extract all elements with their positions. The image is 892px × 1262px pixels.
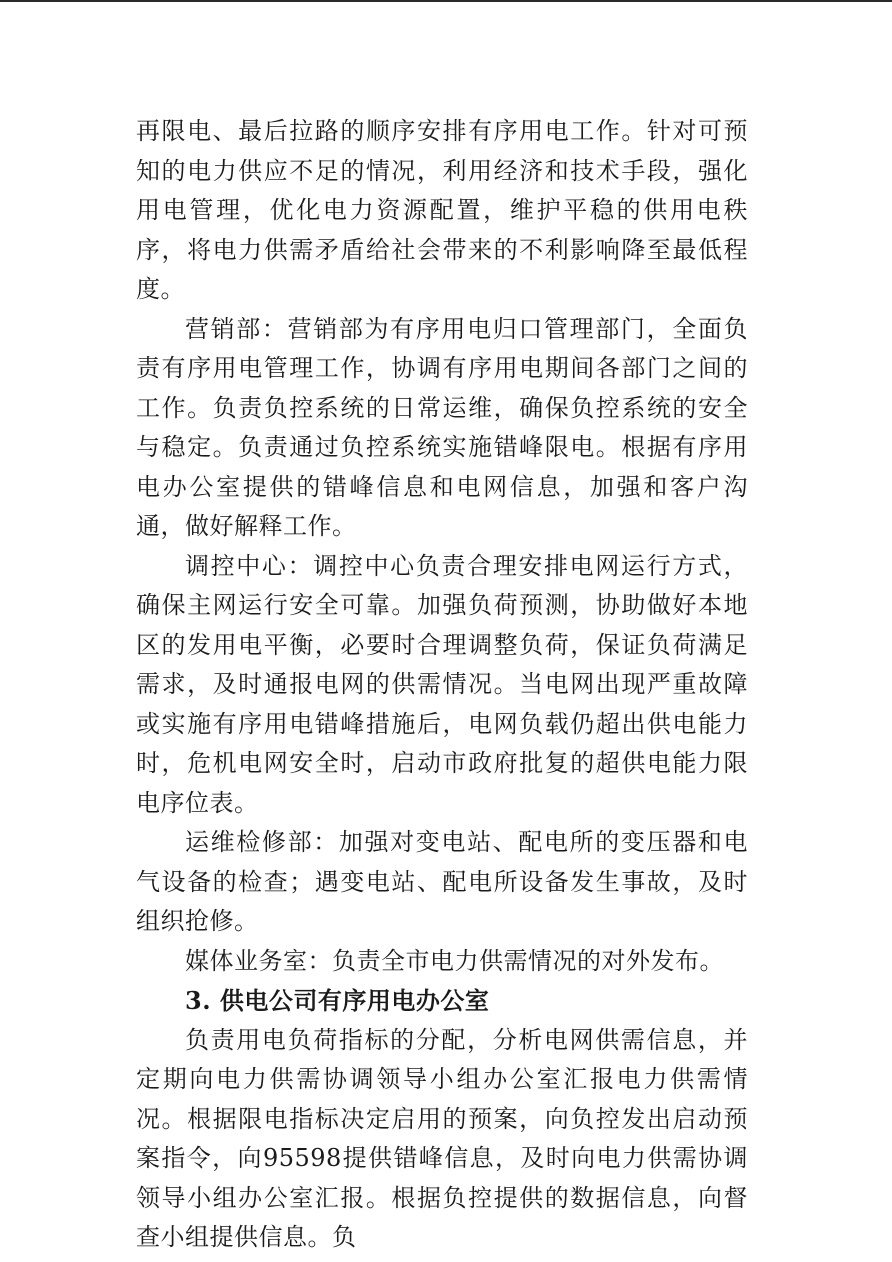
paragraph-dispatch-control-center: 调控中心：调控中心负责合理安排电网运行方式，确保主网运行安全可靠。加强负荷预测，协助做好本地区的发用电平衡，必要时合理调整负荷，保证负荷满足需求，及时通报电网的供需情况。当电网出现严重故障或实施有序用电错峰措施后，电网负载仍超出供电能力时，危机电网安全时，启动市政府批复的超供电能力限电序位表。	[136, 551, 748, 817]
section-heading: 3. 供电公司有序用电办公室	[185, 986, 490, 1015]
paragraph-operation-maintenance-department: 运维检修部：加强对变电站、配电所的变压器和电气设备的检查；遇变电站、配电所设备发生事故，及时组织抢修。	[136, 828, 748, 935]
document-page	[136, 112, 748, 1258]
paragraph-marketing-department: 营销部：营销部为有序用电归口管理部门，全面负责有序用电管理工作，协调有序用电期间各部门之间的工作。负责负控系统的日常运维，确保负控系统的安全与稳定。负责通过负控系统实施错峰限电。根据有序用电办公室提供的错峰信息和电网信息，加强和客户沟通，做好解释工作。	[136, 314, 748, 540]
top-border-line	[0, 0, 892, 2]
paragraph-media-office: 媒体业务室：负责全市电力供需情况的对外发布。	[185, 946, 724, 975]
paragraph-ordering-principle: 再限电、最后拉路的顺序安排有序用电工作。针对可预知的电力供应不足的情况，利用经济和技术手段，强化用电管理，优化电力资源配置，维护平稳的供用电秩序，将电力供需矛盾给社会带来的不利影响降至最低程度。	[136, 117, 748, 303]
paragraph-orderly-power-office: 负责用电负荷指标的分配，分析电网供需信息，并定期向电力供需协调领导小组办公室汇报电力供需情况。根据限电指标决定启用的预案，向负控发出启动预案指令，向95598提供错峰信息，及时向电力供需协调领导小组办公室汇报。根据负控提供的数据信息，向督查小组提供信息。负	[136, 1025, 748, 1251]
